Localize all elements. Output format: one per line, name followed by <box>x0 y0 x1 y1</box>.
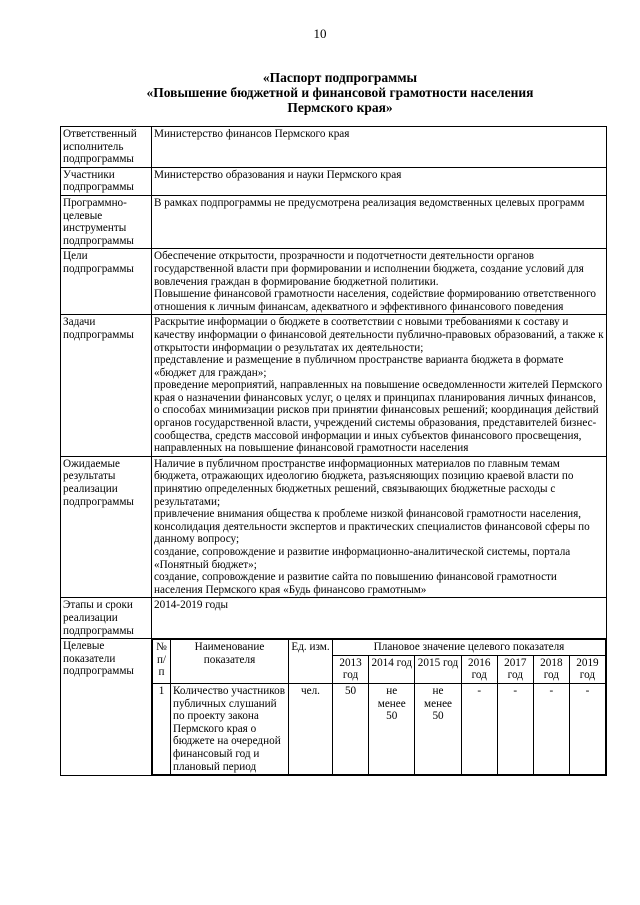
row-value <box>152 456 607 598</box>
indicator-unit: чел. <box>289 683 333 774</box>
indicators-header-row <box>153 640 606 656</box>
passport-row <box>61 127 607 168</box>
row-value <box>152 249 607 315</box>
year-header: 2016 год <box>461 655 497 683</box>
passport-row <box>61 598 607 639</box>
page-number: 10 <box>313 26 327 41</box>
row-paragraph: Наличие в публичном пространстве информационных материалов по главным темам бюджета, отражающих идеологию бюджета, разъясняющих позицию краевой власти по принятию определенных бюджетных решений, связывающих бюджетные расходы с результатами; <box>154 457 574 508</box>
indicator-value: не менее 50 <box>369 683 415 774</box>
row-label: Этапы и сроки реализации подпрограммы <box>61 598 152 639</box>
row-value <box>152 598 607 639</box>
indicator-num: 1 <box>153 683 171 774</box>
row-paragraph: создание, сопровождение и развитие информационно-аналитической системы, портала «Понятный бюджет»; <box>154 546 571 571</box>
title-line-3: Пермского края» <box>287 100 393 115</box>
indicator-row <box>153 683 606 774</box>
row-label: Целевые показатели подпрограммы <box>61 639 152 776</box>
header-plan: Плановое значение целевого показателя <box>333 640 606 656</box>
passport-row <box>61 315 607 457</box>
row-paragraph: создание, сопровождение и развитие сайта по повышению финансовой грамотности населения Пермского края «Будь финансово грамотным» <box>154 571 557 596</box>
indicators-cell <box>152 639 607 776</box>
year-header: 2013 год <box>333 655 369 683</box>
indicators-row <box>61 639 607 776</box>
title-line-2: «Повышение бюджетной и финансовой грамотности населения <box>146 85 534 100</box>
row-label: Ответственный исполнитель подпрограммы <box>61 127 152 168</box>
indicator-value: - <box>569 683 605 774</box>
row-value <box>152 315 607 457</box>
passport-row <box>61 195 607 248</box>
row-label: Задачи подпрограммы <box>61 315 152 457</box>
row-paragraph: В рамках подпрограммы не предусмотрена реализация ведомственных целевых программ <box>154 196 585 209</box>
header-num: № п/п <box>153 640 171 684</box>
indicator-value: 50 <box>333 683 369 774</box>
row-paragraph: Министерство образования и науки Пермского края <box>154 168 402 181</box>
row-label: Ожидаемые результаты реализации подпрограммы <box>61 456 152 598</box>
row-label: Цели подпрограммы <box>61 249 152 315</box>
passport-row <box>61 167 607 195</box>
indicator-value: - <box>461 683 497 774</box>
row-paragraph: Раскрытие информации о бюджете в соответствии с новыми требованиями к составу и качеству информации о финансовой деятельности публично-правовых образований, а также к открытости информации о результатах их деятельности; <box>154 316 604 354</box>
row-label: Участники подпрограммы <box>61 167 152 195</box>
indicator-value: - <box>533 683 569 774</box>
row-paragraph: представление и размещение в публичном пространстве варианта бюджета в формате «бюджет для граждан»; <box>154 354 564 379</box>
row-paragraph: привлечение внимания общества к проблеме низкой финансовой грамотности населения, консолидация деятельности экспертов и практических специалистов финансовой сферы по данному вопросу; <box>154 508 590 546</box>
row-paragraph: Обеспечение открытости, прозрачности и подотчетности деятельности органов государственной власти при формировании и исполнении бюджета, создание условий для вовлечения граждан в формирование бюджетной политики. <box>154 250 584 288</box>
row-value <box>152 195 607 248</box>
indicator-value: - <box>497 683 533 774</box>
year-header: 2019 год <box>569 655 605 683</box>
row-label: Программно-целевые инструменты подпрограммы <box>61 195 152 248</box>
row-value <box>152 167 607 195</box>
year-header: 2017 год <box>497 655 533 683</box>
passport-row <box>61 249 607 315</box>
title-line-1: «Паспорт подпрограммы <box>262 70 418 85</box>
passport-table <box>60 126 607 776</box>
row-value <box>152 127 607 168</box>
year-header: 2018 год <box>533 655 569 683</box>
row-paragraph: проведение мероприятий, направленных на повышение осведомленности жителей Пермского края о назначении финансовых услуг, о целях и принципах планирования личных финансов, о способах минимизации рисков при принятии финансовых решений; координация действий органов государственной власти, учреждений системы образования, представителей бизнес-сообщества, средств массовой информации и иных субъектов финансового просвещения, направленных на повышение финансовой грамотности населения <box>154 379 603 455</box>
indicators-table <box>152 639 606 775</box>
row-paragraph: Министерство финансов Пермского края <box>154 128 350 140</box>
header-name: Наименование показателя <box>171 640 289 684</box>
indicator-value: не менее 50 <box>415 683 461 774</box>
row-paragraph: 2014-2019 годы <box>154 599 229 612</box>
passport-row <box>61 456 607 598</box>
year-header: 2015 год <box>415 655 461 683</box>
header-unit: Ед. изм. <box>289 640 333 684</box>
year-header: 2014 год <box>369 655 415 683</box>
indicator-name: Количество участников публичных слушаний по проекту закона Пермского края о бюджете на очередной финансовый год и плановый период <box>171 683 289 774</box>
document-title <box>60 70 620 115</box>
row-paragraph: Повышение финансовой грамотности населения, содействие формированию ответственного отношения к личным финансам, адекватного и эффективного финансового поведения <box>154 288 597 313</box>
